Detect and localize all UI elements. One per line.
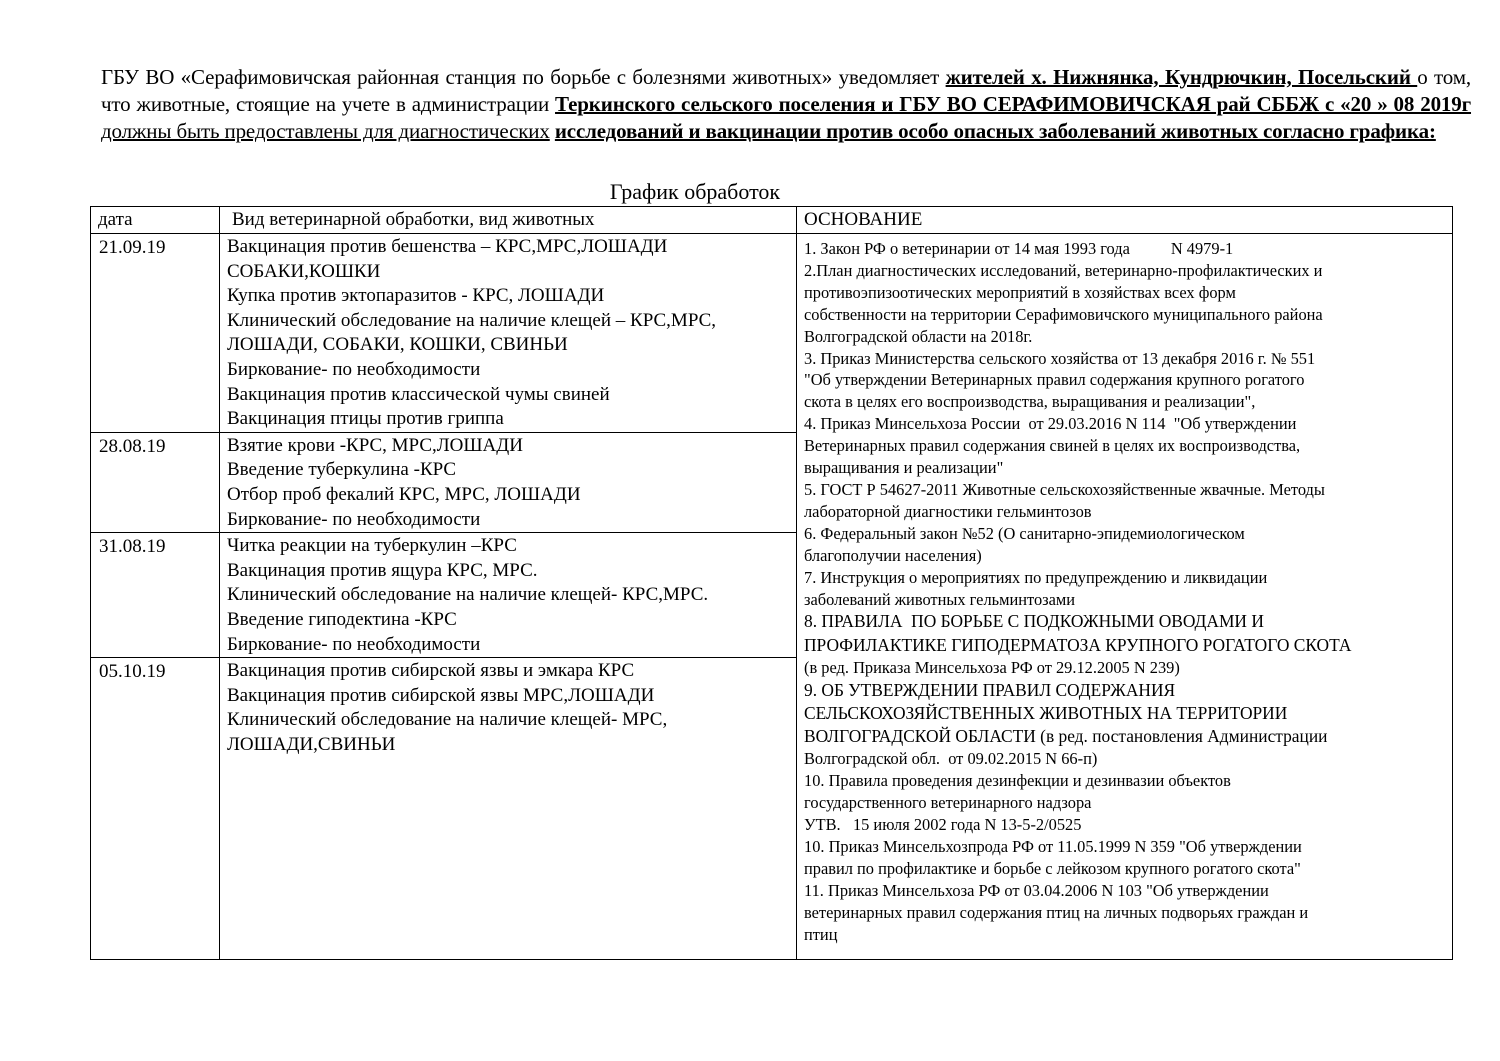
basis-line: птиц <box>804 924 838 944</box>
procedure-line: Вакцинация против сибирской язвы и эмкара КРС <box>227 660 635 682</box>
procedure-line: Клинический обследование на наличие клещей – КРС,МРС, <box>227 309 717 331</box>
row-date: 21.09.19 <box>91 234 220 433</box>
basis-line: ПРОФИЛАКТИКЕ ГИПОДЕРМАТОЗА КРУПНОГО РОГАТОГО СКОТА <box>804 634 1352 655</box>
basis-line: "Об утверждении Ветеринарных правил содержания крупного рогатого <box>804 370 1305 390</box>
row-procedures <box>220 432 797 532</box>
procedure-line: ЛОШАДИ, СОБАКИ, КОШКИ, СВИНЬИ <box>227 334 568 356</box>
notice-requirement: должны быть предоставлены для диагностических <box>101 119 550 143</box>
basis-line: 2.План диагностических исследований, ветеринарно-профилактических и <box>804 260 1323 280</box>
header-date: дата <box>91 207 220 234</box>
basis-cell <box>797 234 1453 960</box>
basis-line: лабораторной диагностики гельминтозов <box>804 501 1092 521</box>
basis-line: 11. Приказ Минсельхоза РФ от 03.04.2006 N 103 "Об утверждении <box>804 880 1269 900</box>
row-date: 31.08.19 <box>91 533 220 658</box>
procedure-line: Клинический обследование на наличие клещей- МРС, <box>227 709 668 731</box>
basis-line: УТВ. 15 июля 2002 года N 13-5-2/0525 <box>804 815 1082 835</box>
basis-line: собственности на территории Серафимовичского муниципального района <box>804 304 1323 324</box>
procedure-line: Вакцинация против бешенства – КРС,МРС,ЛОШАДИ <box>227 236 668 257</box>
procedure-line: Биркование- по необходимости <box>227 508 481 530</box>
notice-settlement: Теркинского сельского поселения и ГБУ ВО СЕРАФИМОВИЧСКАЯ рай СББЖ с «20 » 08 2019г <box>555 92 1472 116</box>
basis-line: 8. ПРАВИЛА ПО БОРЬБЕ С ПОДКОЖНЫМИ ОВОДАМИ И <box>804 611 1264 632</box>
header-basis: ОСНОВАНИЕ <box>797 207 1453 234</box>
procedure-line: Отбор проб фекалий КРС, МРС, ЛОШАДИ <box>227 483 581 505</box>
procedure-line: Купка против эктопаразитов - КРС, ЛОШАДИ <box>227 285 605 307</box>
basis-line: 7. Инструкция о мероприятиях по предупреждению и ликвидации <box>804 567 1268 587</box>
schedule-title: График обработок <box>609 179 781 204</box>
basis-line: Волгоградской обл. от 09.02.2015 N 66-п) <box>804 749 1098 769</box>
procedure-line: Вакцинация против сибирской язвы МРС,ЛОШАДИ <box>227 684 655 706</box>
procedure-line: СОБАКИ,КОШКИ <box>227 260 381 282</box>
row-date: 05.10.19 <box>91 658 220 960</box>
basis-line: Волгоградской области на 2018г. <box>804 326 1033 346</box>
procedure-line: Взятие крови -КРС, МРС,ЛОШАДИ <box>227 434 523 456</box>
notice-residents: жителей х. Нижнянка, Кундрючкин, Посельский <box>945 65 1418 89</box>
procedure-line: Вакцинация против ящура КРС, МРС. <box>227 559 538 581</box>
procedure-line: Биркование- по необходимости <box>227 633 481 655</box>
basis-line: 10. Приказ Минсельхозпрода РФ от 11.05.1999 N 359 "Об утверждении <box>804 836 1302 856</box>
basis-line: Ветеринарных правил содержания свиней в целях их воспроизводства, <box>804 436 1301 456</box>
basis-line: правил по профилактике и борьбе с лейкозом крупного рогатого скота" <box>804 858 1301 878</box>
notice-middle: о том, что животные, стоящие на учете в администрации <box>101 65 1471 116</box>
header-procedure: Вид ветеринарной обработки, вид животных <box>220 207 797 234</box>
basis-line: государственного ветеринарного надзора <box>804 793 1092 813</box>
basis-line: СЕЛЬСКОХОЗЯЙСТВЕННЫХ ЖИВОТНЫХ НА ТЕРРИТОРИИ <box>804 702 1288 723</box>
basis-line: 6. Федеральный закон №52 (О санитарно-эпидемиологическом <box>804 523 1245 543</box>
basis-line: ветеринарных правил содержания птиц на личных подворьях граждан и <box>804 902 1309 922</box>
row-procedures <box>220 533 797 658</box>
basis-line: 9. ОБ УТВЕРЖДЕНИИ ПРАВИЛ СОДЕРЖАНИЯ <box>804 679 1176 700</box>
table-row <box>91 234 1453 433</box>
basis-line: скота в целях его воспроизводства, выращивания и реализации", <box>804 392 1256 412</box>
procedure-line: ЛОШАДИ,СВИНЬИ <box>227 733 396 755</box>
procedure-line: Клинический обследование на наличие клещей- КРС,МРС. <box>227 584 709 606</box>
notice-intro: ГБУ ВО «Серафимовичская районная станция по борьбе с болезнями животных» уведомляет <box>101 65 946 89</box>
row-date: 28.08.19 <box>91 432 220 532</box>
procedure-line: Читка реакции на туберкулин –КРС <box>227 535 517 557</box>
basis-line: 1. Закон РФ о ветеринарии от 14 мая 1993 года N 4979-1 <box>804 239 1234 258</box>
procedure-line: Введение туберкулина -КРС <box>227 459 457 481</box>
procedure-line: Вакцинация птицы против гриппа <box>227 408 504 430</box>
table-header-row <box>91 207 1453 234</box>
basis-line: противоэпизоотических мероприятий в хозяйствах всех форм <box>804 282 1236 302</box>
basis-line: 5. ГОСТ Р 54627-2011 Животные сельскохозяйственные жвачные. Методы <box>804 479 1325 499</box>
basis-line: заболеваний животных гельминтозами <box>804 589 1076 609</box>
basis-line: 4. Приказ Минсельхоза России от 29.03.2016 N 114 "Об утверждении <box>804 414 1297 434</box>
basis-line: 10. Правила проведения дезинфекции и дезинвазии объектов <box>804 771 1231 791</box>
row-procedures <box>220 658 797 960</box>
basis-line: ВОЛГОГРАДСКОЙ ОБЛАСТИ (в ред. постановления Администрации <box>804 726 1328 747</box>
procedure-line: Вакцинация против классической чумы свиней <box>227 383 610 405</box>
procedure-line: Биркование- по необходимости <box>227 358 481 380</box>
basis-line: (в ред. Приказа Минсельхоза РФ от 29.12.2005 N 239) <box>804 657 1180 677</box>
procedure-line: Введение гиподектина -КРС <box>227 608 457 630</box>
notice-paragraph <box>101 64 1471 145</box>
basis-line: 3. Приказ Министерства сельского хозяйства от 13 декабря 2016 г. № 551 <box>804 348 1316 368</box>
schedule-table <box>90 206 1453 960</box>
row-procedures <box>220 234 797 433</box>
notice-purpose: исследований и вакцинации против особо опасных заболеваний животных согласно графика: <box>554 119 1436 143</box>
basis-line: благополучии населения) <box>804 545 982 565</box>
basis-line: выращивания и реализации" <box>804 458 1004 478</box>
